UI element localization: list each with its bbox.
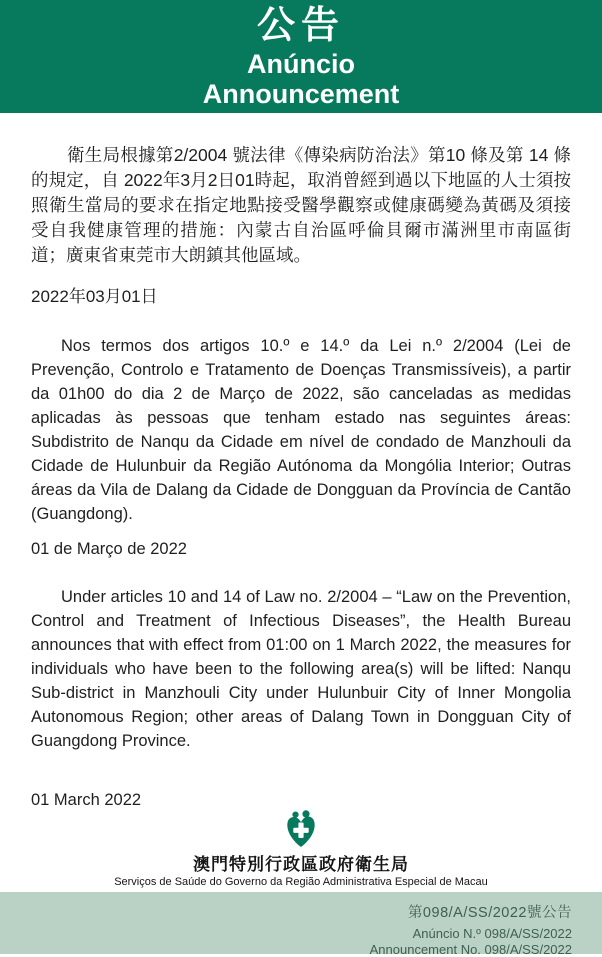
health-bureau-heart-cross-logo-icon [285, 810, 317, 848]
date-english: 01 March 2022 [31, 791, 142, 809]
document-body [0, 113, 602, 810]
page-title-zh: 公告 [256, 5, 345, 48]
page-title-en: Announcement [202, 78, 400, 109]
footer-number-bar [0, 892, 602, 957]
announcement-number-zh: 第098/A/SS/2022號公告 [407, 905, 572, 921]
announcement-number-en: Announcement No. 098/A/SS/2022 [369, 942, 572, 957]
date-portuguese: 01 de Março de 2022 [31, 540, 187, 558]
paragraph-chinese: 衛生局根據第2/2004 號法律《傳染病防治法》第10 條及第 14 條的規定，自 2022年3月2日01時起，取消曾經到過以下地區的人士須按照衛生當局的要求在指定地點接受醫學觀察或健康碼變為黃碼及須接受自我健康管理的措施：內蒙古自治區呼倫貝爾市滿洲里市南區街道；廣東省東莞市大朗鎮其他區域。 [31, 145, 571, 265]
page-title-pt: Anúncio [247, 49, 355, 80]
bureau-name-pt: Serviços de Saúde do Governo da Região Administrativa Especial de Macau [114, 876, 488, 888]
date-chinese: 2022年03月01日 [31, 287, 158, 306]
organization-block [0, 810, 602, 892]
paragraph-english: Under articles 10 and 14 of Law no. 2/2004 – “Law on the Prevention, Control and Treatment of Infectious Diseases”, the Health Bureau announces that with effect from 01:00 on 1 March 2022, the measures for individuals who have been to the following area(s) will be lifted: Nanqu Sub-district in Manzhouli City under Hulunbuir City of Inner Mongolia Autonomous Region; other areas of Dalang Town in Dongguan City of Guangdong Province. [31, 588, 571, 750]
header-banner [0, 0, 602, 113]
paragraph-portuguese: Nos termos dos artigos 10.º e 14.º da Lei n.º 2/2004 (Lei de Prevenção, Controlo e Tratamento de Doenças Transmissíveis), a partir da 01h00 do dia 2 de Março de 2022, são canceladas as medidas aplicadas às pessoas que tenham estado nas seguintes áreas: Subdistrito de Nanqu da Cidade em nível de condado de Manzhouli da Cidade de Hulunbuir da Região Autónoma da Mongólia Interior; Outras áreas da Vila de Dalang da Cidade de Dongguan da Província de Cantão (Guangdong). [31, 337, 571, 523]
bureau-name-zh: 澳門特別行政區政府衛生局 [193, 855, 409, 874]
announcement-number-pt: Anúncio N.º 098/A/SS/2022 [412, 926, 572, 941]
